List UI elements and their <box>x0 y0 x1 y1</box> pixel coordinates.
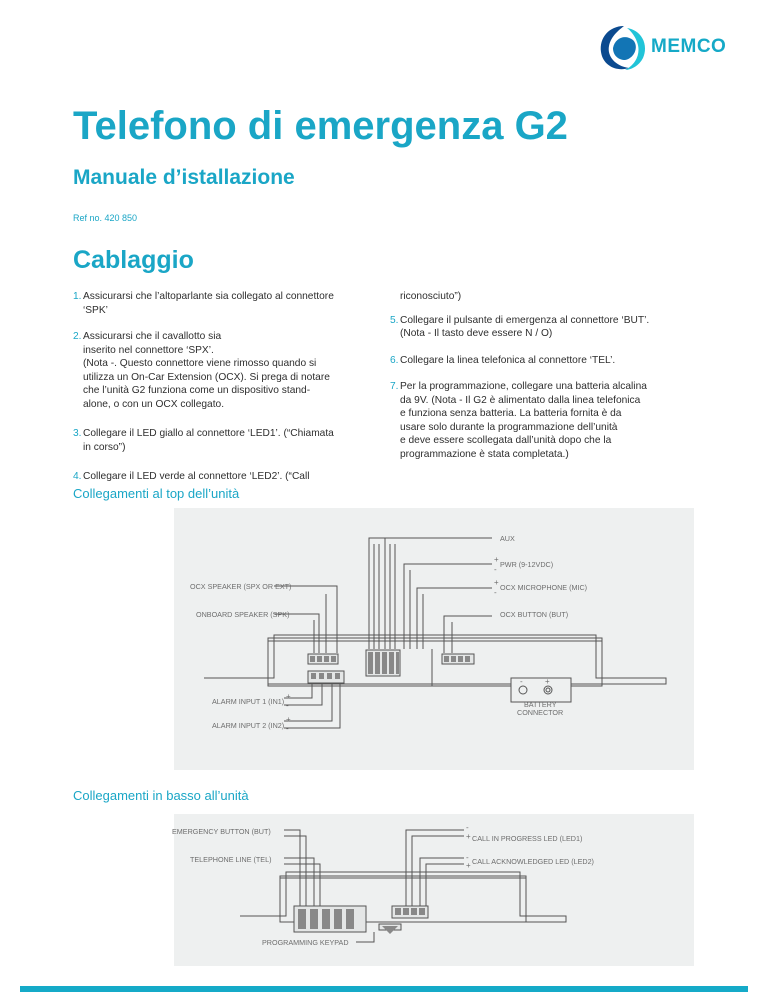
pwr-label: PWR (9-12VDC) <box>500 560 554 569</box>
ocx-mic-label: OCX MICROPHONE (MIC) <box>500 583 588 592</box>
ocx-speaker-label: OCX SPEAKER (SPX OR EXT) <box>190 582 292 591</box>
alarm-input-2-label: ALARM INPUT 2 (IN2) <box>212 721 285 730</box>
led1-plus: + <box>466 832 471 841</box>
bottom-wiring-drawing <box>174 814 694 966</box>
pwr-plus: + <box>494 555 499 564</box>
list-item: 5. Collegare il pulsante di emergenza al connettore ‘BUT’. (Nota - Il tasto deve essere N / O) <box>390 314 650 339</box>
steps-left-column <box>73 290 353 496</box>
footer-accent-bar <box>20 986 748 992</box>
emergency-button-label: EMERGENCY BUTTON (BUT) <box>172 827 271 836</box>
page-title: Telefono di emergenza G2 <box>73 104 568 148</box>
alarm1-minus: - <box>286 701 289 710</box>
alarm2-plus: + <box>286 715 291 724</box>
list-item: 3. Collegare il LED giallo al connettore ‘LED1’. (“Chiamata in corso”) <box>73 428 334 453</box>
battery-plus: + <box>545 677 550 686</box>
call-acknowledged-label: CALL ACKNOWLEDGED LED (LED2) <box>472 857 594 866</box>
page-subtitle: Manuale d’istallazione <box>73 166 295 189</box>
led2-plus: + <box>466 861 471 870</box>
reference-number: Ref no. 420 850 <box>73 213 138 223</box>
list-item: 2. Assicurarsi che il cavallotto sia inserito nel connettore ‘SPX’. (Nota -. Questo connettore viene rimosso quando si utilizza un On-Car Extension (OCX). Si prega di notare che l’unità G2 funziona come un dispositivo stand- alone, o con un OCX collegato. <box>73 331 330 410</box>
brand-name: MEMCO <box>651 36 727 57</box>
onboard-speaker-label: ONBOARD SPEAKER (SPK) <box>196 610 290 619</box>
alarm1-plus: + <box>286 692 291 701</box>
led2-minus: - <box>466 853 469 862</box>
steps-right-column <box>390 290 690 473</box>
list-item: 7. Per la programmazione, collegare una batteria alcalina da 9V. (Nota - Il G2 è alimentato dalla linea telefonica e funziona senza batteria. La batteria fornita è da usare solo durante la programmazione dell’unità e deve essere scollegata dall’unità dopo che la programmazione è stata completata.) <box>390 381 647 460</box>
programming-keypad-label: PROGRAMMING KEYPAD <box>262 938 349 947</box>
alarm2-minus: - <box>286 724 289 733</box>
top-connections-heading: Collegamenti al top dell’unità <box>73 486 240 501</box>
bottom-connections-heading: Collegamenti in basso all’unità <box>73 788 249 803</box>
mic-plus: + <box>494 578 499 587</box>
battery-connector-label: CONNECTOR <box>517 708 564 717</box>
list-item: 6. Collegare la linea telefonica al connettore ‘TEL’. <box>390 354 616 366</box>
aux-label: AUX <box>500 534 515 543</box>
battery-minus: - <box>520 677 523 686</box>
call-in-progress-label: CALL IN PROGRESS LED (LED1) <box>472 834 583 843</box>
top-wiring-drawing <box>174 508 694 770</box>
pwr-minus: - <box>494 565 497 574</box>
ocx-button-label: OCX BUTTON (BUT) <box>500 610 569 619</box>
mic-minus: - <box>494 588 497 597</box>
section-title: Cablaggio <box>73 246 194 274</box>
battery-label: BATTERY <box>524 700 557 709</box>
list-item: riconosciuto”) <box>400 291 462 302</box>
alarm-input-1-label: ALARM INPUT 1 (IN1) <box>212 697 285 706</box>
led1-minus: - <box>466 823 469 832</box>
bottom-connections-diagram <box>174 814 694 966</box>
top-connections-diagram <box>174 508 694 770</box>
list-item: 1. Assicurarsi che l’altoparlante sia collegato al connettore ‘SPK’ <box>73 291 334 316</box>
list-item: 4. Collegare il LED verde al connettore ‘LED2’. (“Call <box>73 471 310 482</box>
telephone-line-label: TELEPHONE LINE (TEL) <box>190 855 272 864</box>
